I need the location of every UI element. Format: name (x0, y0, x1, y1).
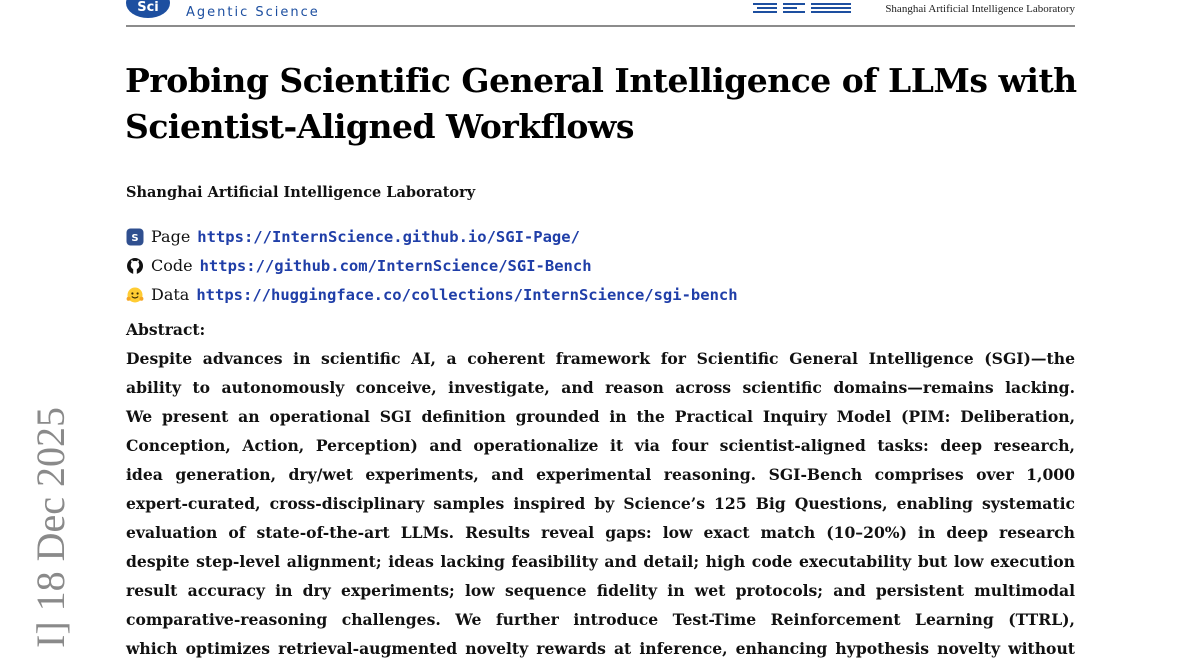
lab-logo-icon (753, 0, 851, 16)
code-link-row (126, 251, 1075, 280)
sci-logo-text: Sci (137, 0, 159, 15)
page-link[interactable]: https://InternScience.github.io/SGI-Page/ (197, 227, 580, 246)
data-link-row (126, 280, 1075, 309)
abstract-heading: Abstract: (126, 320, 206, 339)
abstract-line: comparative-reasoning challenges. We further introduce Test-Time Reinforcement Learning (TTRL), (126, 610, 1075, 629)
page-link-row (126, 222, 1075, 251)
arxiv-side-stamp: I] 18 Dec 2025 (28, 406, 73, 648)
abstract-line: ability to autonomously conceive, investigate, and reason across scientific domains—remains lacking. (126, 378, 1075, 397)
github-icon (126, 257, 144, 275)
abstract-line: evaluation of state-of-the-art LLMs. Results reveal gaps: low exact match (10–20%) in deep research (126, 523, 1075, 542)
logo-subtitle: Agentic Science (186, 5, 320, 20)
abstract-line: expert-curated, cross-disciplinary samples inspired by Science’s 125 Big Questions, enabling systematic (126, 494, 1075, 513)
data-link[interactable]: https://huggingface.co/collections/InternScience/sgi-bench (196, 285, 738, 304)
page-icon (126, 228, 144, 246)
code-link-label: Code (151, 256, 193, 275)
huggingface-icon (126, 286, 144, 304)
header-lab-name: Shanghai Artificial Intelligence Laboratory (885, 3, 1075, 15)
code-link[interactable]: https://github.com/InternScience/SGI-Bench (199, 256, 592, 275)
page-header (126, 0, 1075, 27)
sci-logo (126, 0, 170, 18)
svg-text:S: S (131, 232, 139, 244)
abstract-line: which optimizes retrieval-augmented novelty rewards at inference, enhancing hypothesis novelty without (126, 639, 1075, 658)
abstract-line: result accuracy in dry experiments; low sequence fidelity in wet protocols; and persistent multimodal (126, 581, 1075, 600)
paper-title: Probing Scientific General Intelligence of LLMs with Scientist-Aligned Workflows (125, 61, 1077, 146)
data-link-label: Data (151, 285, 190, 304)
abstract-line: despite step-level alignment; ideas lacking feasibility and detail; high code executability but low execution (126, 552, 1075, 571)
abstract-line: We present an operational SGI definition grounded in the Practical Inquiry Model (PIM: Deliberation, (126, 407, 1075, 426)
abstract-body (126, 344, 1075, 663)
abstract-line: idea generation, dry/wet experiments, and experimental reasoning. SGI-Bench comprises over 1,000 (126, 465, 1075, 484)
abstract-line: Conception, Action, Perception) and operationalize it via four scientist-aligned tasks: deep research, (126, 436, 1075, 455)
page-link-label: Page (151, 227, 191, 246)
resource-links (126, 222, 1075, 309)
abstract-line: Despite advances in scientific AI, a coherent framework for Scientific General Intelligence (SGI)—the (126, 349, 1075, 368)
affiliation: Shanghai Artificial Intelligence Laboratory (126, 184, 476, 201)
